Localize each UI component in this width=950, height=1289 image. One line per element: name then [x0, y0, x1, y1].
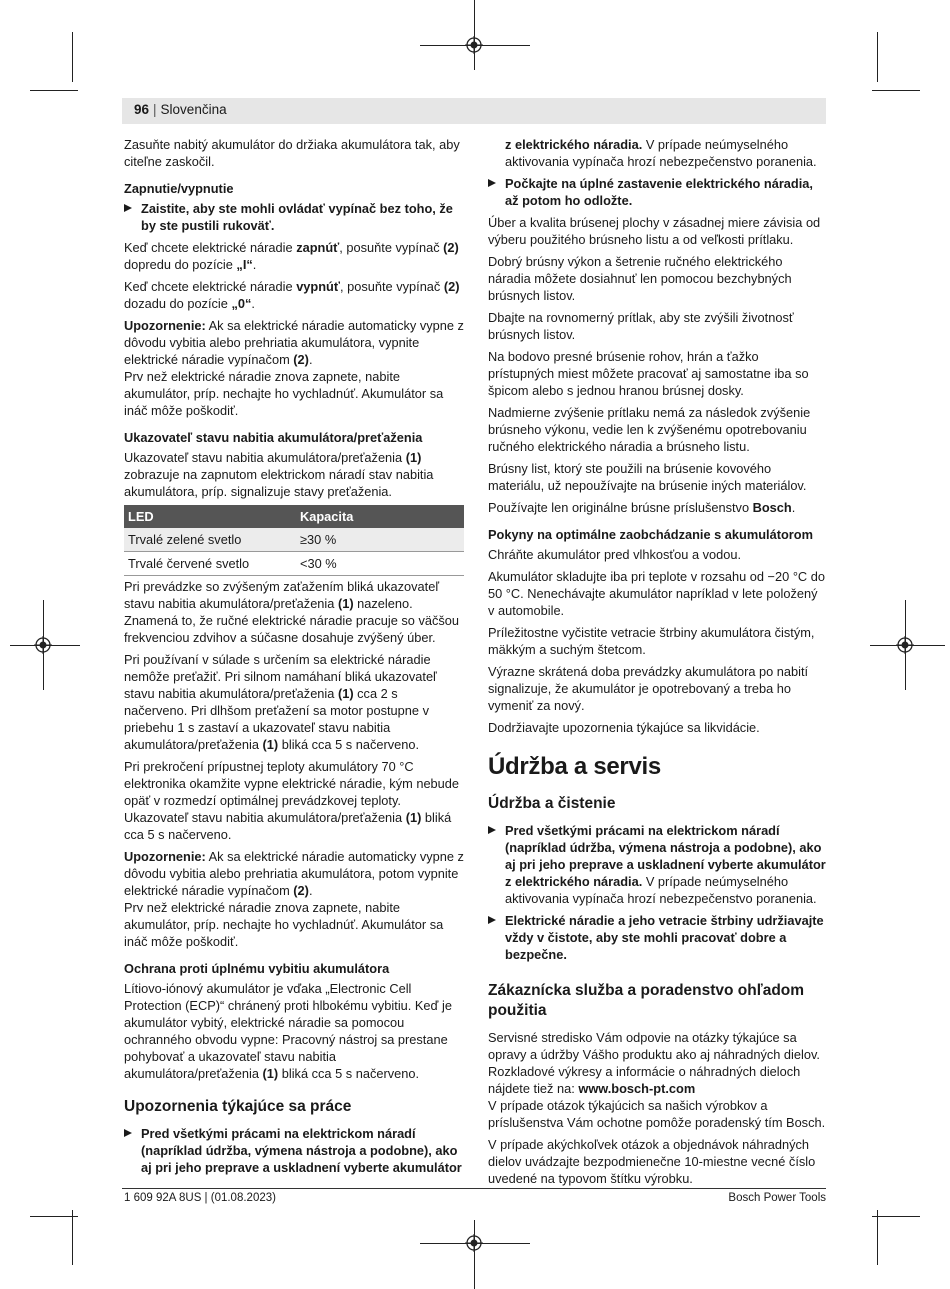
paragraph: Keď chcete elektrické náradie zapnúť, posuňte vypínač (2) dopredu do pozície „I“.: [124, 240, 459, 272]
registration-mark-icon: [465, 36, 483, 54]
section-heading: Ukazovateľ stavu nabitia akumulátora/preťaženia: [124, 430, 423, 445]
paragraph: Prv než elektrické náradie znova zapnete, nabite akumulátor, príp. nechajte ho vychladnúť. Akumulátor sa ináč môže poškodiť.: [124, 369, 444, 418]
registration-mark-icon: [465, 1234, 483, 1252]
paragraph: Keď chcete elektrické náradie vypnúť, posuňte vypínač (2) dozadu do pozície „0“.: [124, 279, 460, 311]
section-heading: Údržba a čistenie: [488, 795, 616, 812]
chapter-heading: Údržba a servis: [488, 753, 661, 780]
led-capacity-table: [124, 505, 464, 576]
paragraph: Nadmierne zvýšenie prítlaku nemá za následok zvýšenie brúsneho výkonu, vedie len k zvýšenému opotrebovaniu ručného elektrického náradia a brúsneho listu.: [488, 405, 811, 454]
right-column: [488, 136, 826, 1192]
table-header-led: LED: [124, 505, 296, 528]
registration-mark-icon: [34, 636, 52, 654]
paragraph: Dodržiavajte upozornenia týkajúce sa likvidácie.: [488, 720, 760, 735]
paragraph: Brúsny list, ktorý ste použili na brúsenie kovového materiálu, už nepoužívajte na brúsenie iných materiálov.: [488, 461, 807, 493]
warning-bullet: Počkajte na úplné zastavenie elektrického náradia, až potom ho odložte.: [488, 175, 826, 209]
paragraph: Zasuňte nabitý akumulátor do držiaka akumulátora tak, aby citeľne zaskočil.: [124, 137, 460, 169]
triangle-bullet-icon: [488, 826, 496, 834]
paragraph: Akumulátor skladujte iba pri teplote v rozsahu od −20 °C do 50 °C. Nenechávajte akumulátor napríklad v lete položený v automobile.: [488, 569, 825, 618]
triangle-bullet-icon: [488, 179, 496, 187]
left-column: [124, 136, 464, 1181]
registration-mark-icon: [896, 636, 914, 654]
paragraph: Upozornenie: Ak sa elektrické náradie automaticky vypne z dôvodu vybitia alebo prehriatia akumulátora, potom vypnite elektrické náradie vypínačom (2).: [124, 849, 464, 898]
triangle-bullet-icon: [124, 204, 132, 212]
paragraph: Používajte len originálne brúsne príslušenstvo Bosch.: [488, 500, 796, 515]
paragraph: Prv než elektrické náradie znova zapnete, nabite akumulátor, príp. nechajte ho vychladnúť. Akumulátor sa ináč môže poškodiť.: [124, 900, 444, 949]
page-number: 96: [134, 102, 150, 117]
paragraph: Servisné stredisko Vám odpovie na otázky týkajúce sa opravy a údržby Vášho produktu ako aj náhradných dielov. Rozkladové výkresy a informácie o náhradných dieloch nájdete tiež na: www.bosch-pt.com: [488, 1030, 820, 1096]
footer-brand: Bosch Power Tools: [728, 1192, 826, 1204]
warning-bullet: Pred všetkými prácami na elektrickom náradí (napríklad údržba, výmena nástroja a podobne), ako aj pri jeho preprave a uskladnení vyberte akumulátor: [124, 1125, 464, 1176]
section-heading: Pokyny na optimálne zaobchádzanie s akumulátorom: [488, 527, 813, 542]
warning-bullet: Zaistite, aby ste mohli ovládať vypínač bez toho, že by ste pustili rukoväť.: [124, 200, 464, 234]
table-row: Trvalé zelené svetlo ≥30 %: [124, 528, 464, 552]
paragraph: Upozornenie: Ak sa elektrické náradie automaticky vypne z dôvodu vybitia alebo prehriatia akumulátora, vypnite elektrické náradie vypínačom (2).: [124, 318, 464, 367]
footer-divider: [122, 1188, 826, 1189]
paragraph: Príležitostne vyčistite vetracie štrbiny akumulátora čistým, mäkkým a suchým štetcom.: [488, 625, 815, 657]
paragraph: Na bodovo presné brúsenie rohov, hrán a ťažko prístupných miest môžete pracovať aj samostatne iba so špicom alebo s jednou hranou brúsnej dosky.: [488, 349, 809, 398]
bullet-continuation: z elektrického náradia. V prípade neúmyselného aktivovania vypínača hrozí nebezpečenstvo poranenia.: [505, 137, 817, 169]
paragraph: Dobrý brúsny výkon a šetrenie ručného elektrického náradia môžete dosiahnuť len pomocou bezchybných brúsnych listov.: [488, 254, 792, 303]
header-language: Slovenčina: [160, 102, 227, 117]
header-separator: |: [153, 102, 157, 117]
paragraph: V prípade akýchkoľvek otázok a objednávok náhradných dielov uvádzajte bezpodmienečne 10-miestne vecné číslo uvedené na typovom štítku výrobku.: [488, 1137, 816, 1186]
section-heading: Zapnutie/vypnutie: [124, 181, 234, 196]
triangle-bullet-icon: [488, 916, 496, 924]
paragraph: Chráňte akumulátor pred vlhkosťou a vodou.: [488, 547, 742, 562]
section-heading: Ochrana proti úplnému vybitiu akumulátora: [124, 961, 390, 976]
table-row: Trvalé červené svetlo <30 %: [124, 552, 464, 576]
paragraph: Výrazne skrátená doba prevádzky akumulátora po nabití signalizuje, že akumulátor je opotrebovaný a treba ho vymeniť za nový.: [488, 664, 809, 713]
paragraph: Úber a kvalita brúsenej plochy v zásadnej miere závisia od výberu použitého brúsneho listu a od veľkosti prítlaku.: [488, 215, 821, 247]
page-header-text: [134, 102, 227, 117]
section-heading: Zákaznícka služba a poradenstvo ohľadom použitia: [488, 982, 805, 1019]
paragraph: Lítiovo-iónový akumulátor je vďaka „Electronic Cell Protection (ECP)“ chránený proti hlbokému vybitiu. Keď je akumulátor vybitý, elektrické náradie sa pomocou ochranného obvodu vypne: Pracovný nástroj sa prestane pohybovať a ukazovateľ stavu nabitia akumulátora/preťaženia (1) bliká cca 5 s načerveno.: [124, 981, 452, 1081]
warning-bullet: Pred všetkými prácami na elektrickom náradí (napríklad údržba, výmena nástroja a podobne), ako aj pri jeho preprave a uskladnení vyberte akumulátor z elektrického náradia. V prípade neúmyselného aktivovania vypínača hrozí nebezpečenstvo poranenia.: [488, 822, 826, 907]
service-link[interactable]: www.bosch-pt.com: [578, 1081, 696, 1096]
paragraph: Pri používaní v súlade s určením sa elektrické náradie nemôže preťažiť. Pri silnom namáhaní bliká ukazovateľ stavu nabitia akumulátora/preťaženia (1) cca 2 s načerveno. Pri dlhšom preťažení sa motor postupne v priebehu 1 s zastaví a ukazovateľ stavu nabitia akumulátora/preťaženia (1) bliká cca 5 s načerveno.: [124, 652, 437, 752]
warning-bullet: Elektrické náradie a jeho vetracie štrbiny udržiavajte vždy v čistote, aby ste mohli pracovať dobre a bezpečne.: [488, 912, 826, 963]
paragraph: Pri prevádzke so zvýšeným zaťažením bliká ukazovateľ stavu nabitia akumulátora/preťaženia (1) nazeleno. Znamená to, že ručné elektrické náradie pracuje so väčšou frekvenciou zdvihov a súčasne dosahuje zvýšený úber.: [124, 579, 460, 645]
paragraph: Ukazovateľ stavu nabitia akumulátora/preťaženia (1) zobrazuje na zapnutom elektrickom náradí stav nabitia akumulátora, príp. signalizuje stavy preťaženia.: [124, 450, 434, 499]
triangle-bullet-icon: [124, 1129, 132, 1137]
paragraph: Dbajte na rovnomerný prítlak, aby ste zvýšili životnosť brúsnych listov.: [488, 310, 794, 342]
footer-doc-code: 1 609 92A 8US | (01.08.2023): [124, 1192, 276, 1204]
section-heading: Upozornenia týkajúce sa práce: [124, 1098, 352, 1115]
page-header: [122, 98, 826, 124]
paragraph: Pri prekročení prípustnej teploty akumulátory 70 °C elektronika okamžite vypne elektrické náradie, kým nebude opäť v rozmedzí optimálnej prevádzkovej teploty. Ukazovateľ stavu nabitia akumulátora/preťaženia (1) bliká cca 5 s načerveno.: [124, 759, 460, 842]
table-header-capacity: Kapacita: [296, 505, 464, 528]
paragraph: V prípade otázok týkajúcich sa našich výrobkov a príslušenstva Vám ochotne pomôže poradenský tím Bosch.: [488, 1098, 826, 1130]
